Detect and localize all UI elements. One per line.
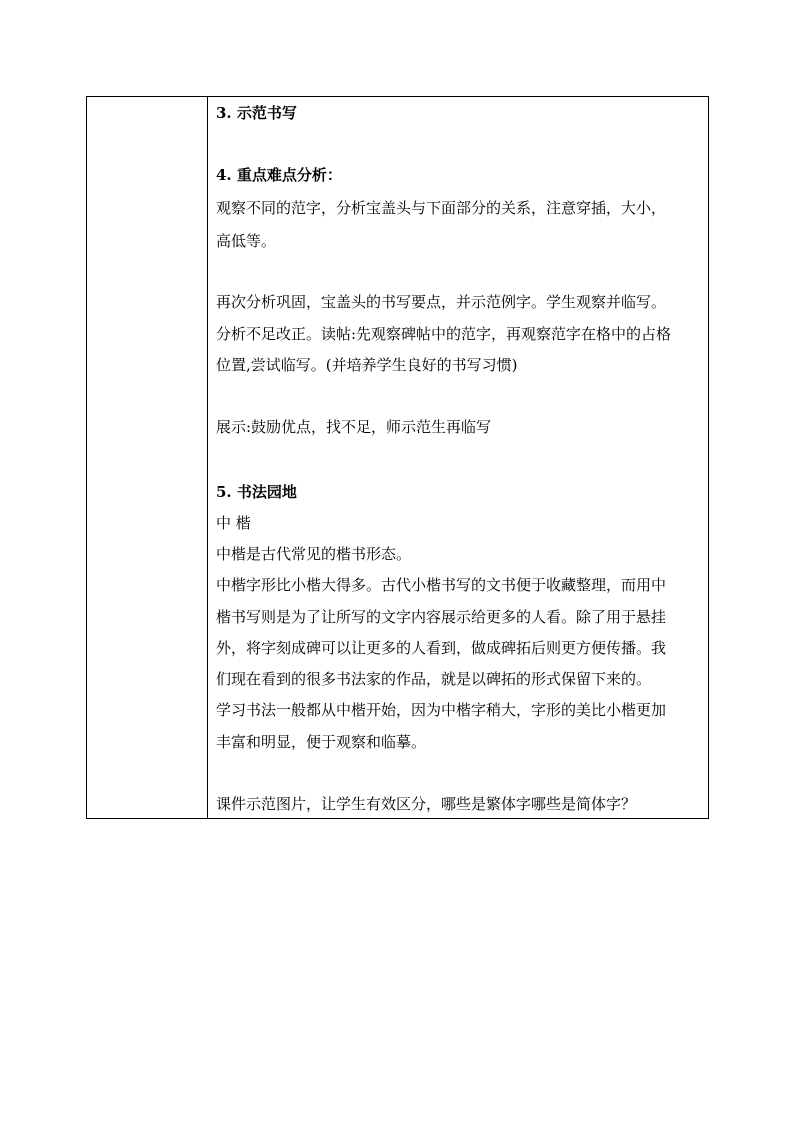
table-right-cell bbox=[208, 97, 708, 818]
heading-calligraphy-garden: 5. 书法园地 bbox=[216, 483, 297, 501]
paragraph-line: 展示:鼓励优点，找不足，师示范生再临写 bbox=[216, 418, 492, 436]
paragraph-line: 中楷是古代常见的楷书形态。 bbox=[216, 545, 412, 563]
paragraph-line: 学习书法一般都从中楷开始，因为中楷字稍大，字形的美比小楷更加 bbox=[216, 701, 667, 719]
paragraph-line: 楷书写则是为了让所写的文字内容展示给更多的人看。除了用于悬挂 bbox=[216, 608, 667, 626]
paragraph-line: 观察不同的范字，分析宝盖头与下面部分的关系，注意穿插，大小， bbox=[216, 199, 667, 217]
paragraph-line: 丰富和明显，便于观察和临摹。 bbox=[216, 733, 427, 751]
paragraph-line: 高低等。 bbox=[216, 232, 277, 250]
paragraph-line: 外，将字刻成碑可以让更多的人看到，做成碑拓后则更方便传播。我 bbox=[216, 639, 667, 657]
paragraph-line: 位置,尝试临写。(并培养学生良好的书写习惯) bbox=[216, 356, 518, 374]
paragraph-line: 课件示范图片，让学生有效区分，哪些是繁体字哪些是简体字？ bbox=[216, 795, 637, 813]
heading-key-points: 4. 重点难点分析： bbox=[216, 166, 342, 184]
table-left-cell bbox=[87, 97, 208, 818]
paragraph-line: 再次分析巩固，宝盖头的书写要点，并示范例字。学生观察并临写。 bbox=[216, 293, 667, 311]
paragraph-line: 们现在看到的很多书法家的作品，就是以碑拓的形式保留下来的。 bbox=[216, 670, 652, 688]
heading-demo-writing: 3. 示范书写 bbox=[216, 104, 297, 122]
paragraph-line: 中楷字形比小楷大得多。古代小楷书写的文书便于收藏整理，而用中 bbox=[216, 576, 667, 594]
lesson-plan-table bbox=[86, 96, 709, 819]
paragraph-line: 分析不足改正。读帖:先观察碑帖中的范字，再观察范字在格中的占格 bbox=[216, 325, 672, 343]
subheading-zhongkai: 中 楷 bbox=[216, 514, 251, 532]
